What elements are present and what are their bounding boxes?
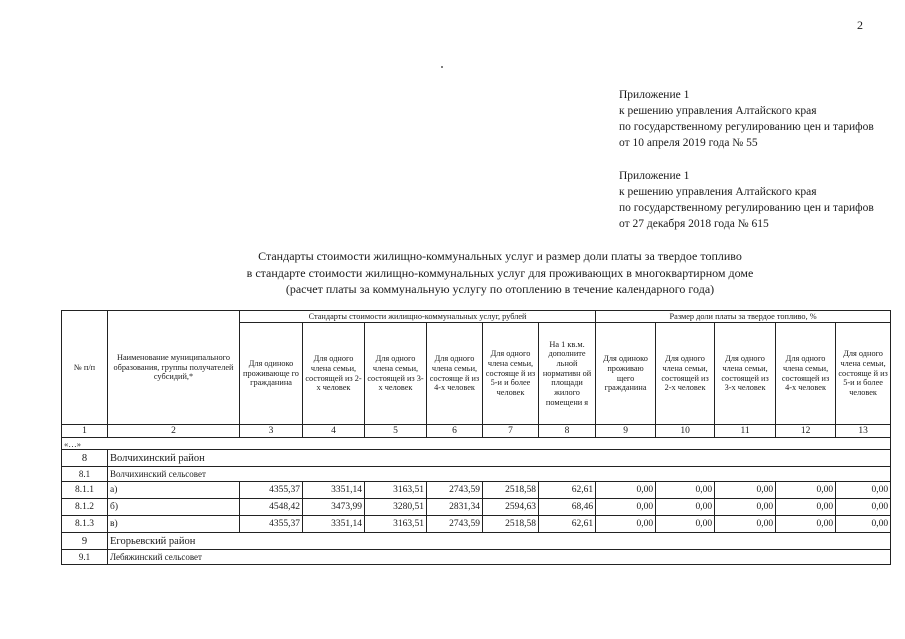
header-standards-col: Для одного члена семьи, состоящей из 2-х человек [303, 323, 365, 425]
standard-value-cell: 68,46 [539, 499, 596, 516]
table-row [62, 482, 891, 499]
row-number: 8.1.2 [62, 499, 108, 516]
column-number: 6 [427, 425, 483, 438]
header-share-col: Для одного члена семьи, состоящей из 3-х человек [715, 323, 776, 425]
share-value-cell: 0,00 [776, 499, 836, 516]
header-group-share: Размер доли платы за твердое топливо, % [596, 311, 891, 323]
share-value-cell: 0,00 [656, 482, 715, 499]
standard-value-cell: 2743,59 [427, 482, 483, 499]
header-name: Наименование муниципального образования, группы получателей субсидий,* [108, 311, 240, 425]
annex-current [619, 87, 874, 151]
title-line: в стандарте стоимости жилищно-коммунальных услуг для проживающих в многоквартирном доме [246, 265, 754, 280]
standard-value-cell: 4548,42 [240, 499, 303, 516]
annex-previous-line: Приложение 1 [619, 170, 690, 182]
share-value-cell: 0,00 [836, 516, 891, 533]
annex-previous [619, 168, 874, 232]
share-value-cell: 0,00 [656, 499, 715, 516]
share-value-cell: 0,00 [715, 516, 776, 533]
share-value-cell: 0,00 [836, 482, 891, 499]
district-row [62, 533, 891, 550]
district-name: Егорьевский район [108, 533, 891, 550]
standard-value-cell: 3163,51 [365, 516, 427, 533]
standard-value-cell: 3163,51 [365, 482, 427, 499]
settlement-row [62, 550, 891, 565]
column-number: 7 [483, 425, 539, 438]
column-number-row [62, 425, 891, 438]
header-standards-col: Для одного члена семьи, состоящей из 3-х человек [365, 323, 427, 425]
header-share-col: Для одиноко проживаю щего гражданина [596, 323, 656, 425]
row-number: 8.1 [62, 467, 108, 482]
annex-previous-line: от 27 декабря 2018 года № 615 [619, 218, 769, 230]
row-number: 9.1 [62, 550, 108, 565]
ellipsis-row [62, 438, 891, 450]
table-body [62, 425, 891, 565]
standard-value-cell: 2743,59 [427, 516, 483, 533]
share-value-cell: 0,00 [776, 516, 836, 533]
table-row [62, 516, 891, 533]
header-standards-col: На 1 кв.м. дополните льной нормативн ой площади жилого помещени я [539, 323, 596, 425]
standard-value-cell: 3280,51 [365, 499, 427, 516]
share-value-cell: 0,00 [715, 482, 776, 499]
standard-value-cell: 4355,37 [240, 516, 303, 533]
standard-value-cell: 3473,99 [303, 499, 365, 516]
header-no: № п/п [62, 311, 108, 425]
header-group-standards: Стандарты стоимости жилищно-коммунальных услуг, рублей [240, 311, 596, 323]
column-number: 10 [656, 425, 715, 438]
annex-current-line: к решению управления Алтайского края [619, 105, 817, 117]
settlement-name: Лебяжинский сельсовет [108, 550, 891, 565]
column-number: 1 [62, 425, 108, 438]
share-value-cell: 0,00 [596, 482, 656, 499]
header-share-col: Для одного члена семьи, состоящей из 2-х человек [656, 323, 715, 425]
standard-value-cell: 2594,63 [483, 499, 539, 516]
title-line: (расчет платы за коммунальную услугу по отоплению в течение календарного года) [285, 282, 715, 296]
header-standards-col: Для одиноко проживающе го гражданина [240, 323, 303, 425]
row-subgroup: в) [108, 516, 240, 533]
district-name: Волчихинский район [108, 450, 891, 467]
header-standards-col: Для одного члена семьи, состояще й из 5-и и более человек [483, 323, 539, 425]
share-value-cell: 0,00 [596, 499, 656, 516]
row-number: 8 [62, 450, 108, 467]
settlement-row [62, 467, 891, 482]
share-value-cell: 0,00 [776, 482, 836, 499]
scan-dot [441, 66, 443, 68]
row-subgroup: б) [108, 499, 240, 516]
standard-value-cell: 3351,14 [303, 516, 365, 533]
share-value-cell: 0,00 [715, 499, 776, 516]
document-title [150, 248, 850, 298]
column-number: 8 [539, 425, 596, 438]
column-number: 13 [836, 425, 891, 438]
annex-previous-line: по государственному регулированию цен и тарифов [619, 202, 874, 214]
header-share-col: Для одного члена семьи, состоящей из 4-х человек [776, 323, 836, 425]
header-standards-col: Для одного члена семьи, состояще й из 4-х человек [427, 323, 483, 425]
annex-previous-line: к решению управления Алтайского края [619, 186, 817, 198]
column-number: 5 [365, 425, 427, 438]
district-row [62, 450, 891, 467]
column-number: 3 [240, 425, 303, 438]
settlement-name: Волчихинский сельсовет [108, 467, 891, 482]
column-number: 12 [776, 425, 836, 438]
standards-table [61, 310, 891, 565]
row-number: 8.1.1 [62, 482, 108, 499]
annex-current-line: от 10 апреля 2019 года № 55 [619, 137, 758, 149]
standard-value-cell: 2518,58 [483, 482, 539, 499]
standard-value-cell: 2518,58 [483, 516, 539, 533]
row-number: 8.1.3 [62, 516, 108, 533]
share-value-cell: 0,00 [596, 516, 656, 533]
table-row [62, 499, 891, 516]
title-line: Стандарты стоимости жилищно-коммунальных услуг и размер доли платы за твердое топливо [258, 249, 742, 263]
row-subgroup: а) [108, 482, 240, 499]
standard-value-cell: 62,61 [539, 482, 596, 499]
header-share-col: Для одного члена семьи, состояще й из 5-и и более человек [836, 323, 891, 425]
annex-current-line: по государственному регулированию цен и тарифов [619, 121, 874, 133]
annex-current-line: Приложение 1 [619, 89, 690, 101]
column-number: 11 [715, 425, 776, 438]
share-value-cell: 0,00 [656, 516, 715, 533]
standard-value-cell: 2831,34 [427, 499, 483, 516]
page-number: 2 [857, 18, 863, 32]
column-number: 4 [303, 425, 365, 438]
ellipsis-cell: «…» [62, 438, 891, 450]
standard-value-cell: 62,61 [539, 516, 596, 533]
column-number: 2 [108, 425, 240, 438]
share-value-cell: 0,00 [836, 499, 891, 516]
standard-value-cell: 4355,37 [240, 482, 303, 499]
column-number: 9 [596, 425, 656, 438]
row-number: 9 [62, 533, 108, 550]
standard-value-cell: 3351,14 [303, 482, 365, 499]
